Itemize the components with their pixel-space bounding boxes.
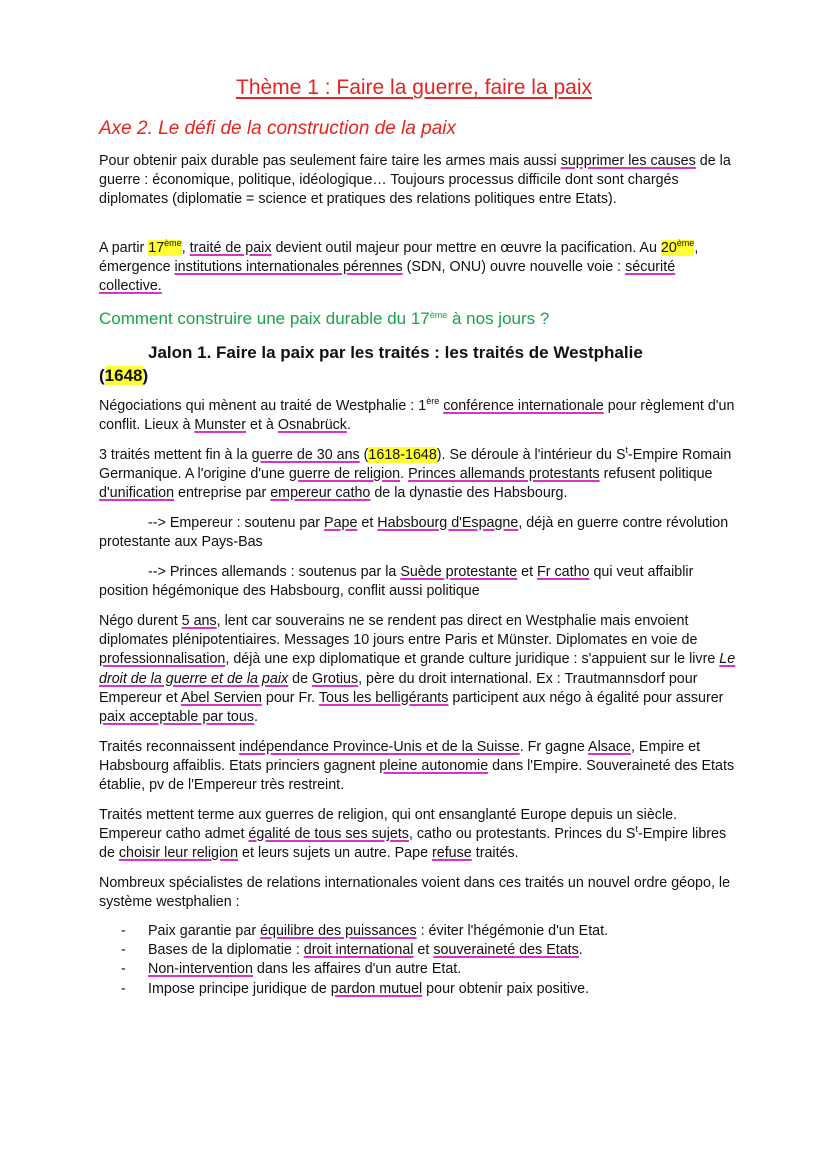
underlined-term: 5 ans — [181, 613, 217, 629]
underlined-term: Non-intervention — [148, 961, 253, 978]
underlined-term: d'unification — [99, 485, 175, 502]
paragraph-context: A partir 17ème, traité de paix devient outil majeur pour mettre en œuvre la pacification. Au 20ème, émergence institutions internationales pérennes (SDN, ONU) ouvre nouvelle voie : sécurité collective. — [99, 238, 699, 295]
paragraph-trois-traites: 3 traités mettent fin à la guerre de 30 ans (1618-1648). Se déroule à l'intérieur du $S^t$-Empire Romain Germanique. A l'origine d'une guerre de religion. Princes allemands protestants refusent politique d'unification entreprise par empereur catho de la dynastie des Habsbourg. — [99, 445, 732, 502]
underlined-term: droit international — [303, 942, 414, 959]
highlighted-year: 1648 — [104, 366, 143, 385]
list-item: - Paix garantie par équilibre des puissances : éviter l'hégémonie d'un Etat. — [121, 923, 609, 939]
paragraph-intro: Pour obtenir paix durable pas seulement faire taire les armes mais aussi supprimer les causes de la guerre : économique, politique, idéologique… Toujours processus difficile dont sont chargés diplomates (diplomatie = science et pratiques des relations politiques entre Etats). — [99, 153, 731, 208]
page-title: Thème 1 : Faire la guerre, faire la paix — [236, 76, 592, 99]
highlighted-term: 1618-1648 — [368, 447, 437, 463]
bullet-list — [99, 922, 739, 999]
underlined-term: paix acceptable par tous — [99, 709, 254, 726]
underlined-term: Habsbourg d'Espagne — [377, 515, 519, 531]
underlined-term: Abel Servien — [180, 689, 262, 706]
underlined-term: guerre de 30 ans — [251, 447, 360, 463]
underlined-term: professionnalisation — [99, 651, 226, 668]
underlined-term: Osnabrück — [277, 417, 347, 434]
underlined-term: pardon mutuel — [330, 980, 423, 997]
underlined-term: équilibre des puissances — [260, 923, 417, 939]
underlined-term: institutions internationales pérennes — [174, 259, 403, 276]
paragraph-nego: Négo durent 5 ans, lent car souverains ne se rendent pas direct en Westphalie mais envoient diplomates plénipotentiaires. Messages 10 jours entre Paris et Münster. Diplomates en voie de professionnalisation, déjà une exp diplomatique et grande culture juridique : s'appuient sur le livre Le droit de la guerre et de la paix de Grotius, père du droit international. Ex : Trautmannsdorf pour Empereur et Abel Servien pour Fr. Tous les belligérants participent aux négo à égalité pour assurer paix acceptable par tous. — [99, 613, 736, 726]
list-item: - Impose principe juridique de pardon mutuel pour obtenir paix positive. — [121, 980, 590, 997]
paragraph-negociations: Négociations qui mènent au traité de Westphalie : 1ère conférence internationale pour règlement d'un conflit. Lieux à Munster et à Osnabrück. — [99, 396, 735, 434]
underlined-term: Pape — [324, 515, 358, 531]
paragraph-systeme: Nombreux spécialistes de relations internationales voient dans ces traités un nouvel ordre géopo, le système westphalien : — [99, 875, 731, 911]
underlined-term: Suède protestante — [400, 564, 518, 580]
list-item: - Non-intervention dans les affaires d'un autre Etat. — [121, 961, 462, 978]
underlined-term: Munster — [194, 417, 247, 434]
underlined-term: empereur catho — [270, 485, 371, 502]
underlined-term: pleine autonomie — [379, 758, 489, 775]
paragraph-princes: --> Princes allemands : soutenus par la Suède protestante et Fr catho qui veut affaiblir position hégémonique des Habsbourg, conflit aussi politique — [99, 564, 694, 600]
underlined-term: indépendance Province-Unis et de la Suisse — [239, 739, 520, 755]
book-title: Le droit de la guerre et de la paix — [99, 651, 736, 687]
highlighted-term: 20ème — [660, 238, 695, 256]
underlined-term: traité de paix — [189, 240, 272, 256]
paragraph-empereur: --> Empereur : soutenu par Pape et Habsbourg d'Espagne, déjà en guerre contre révolution protestante aux Pays-Bas — [99, 515, 729, 551]
underlined-term: guerre de religion — [288, 466, 401, 483]
list-item: - Bases de la diplomatie : droit international et souveraineté des Etats. — [121, 942, 583, 959]
underlined-term: supprimer les causes — [560, 153, 696, 169]
underlined-term: Princes allemands protestants — [408, 466, 600, 483]
underlined-term: souveraineté des Etats — [433, 942, 579, 959]
axe-heading: Axe 2. Le défi de la construction de la paix — [99, 118, 457, 139]
underlined-term: Tous les belligérants — [318, 689, 449, 706]
underlined-term: choisir leur religion — [118, 845, 239, 862]
question-heading: Comment construire une paix durable du 17ème à nos jours ? — [99, 309, 550, 328]
underlined-term: Alsace — [588, 739, 631, 755]
underlined-term: sécurité collective. — [99, 259, 676, 295]
underlined-term: Fr catho — [537, 564, 590, 580]
underlined-term: égalité de tous ses sujets — [248, 826, 409, 843]
underlined-term: refuse — [432, 845, 472, 862]
paragraph-reconnaissent: Traités reconnaissent indépendance Province-Unis et de la Suisse. Fr gagne Alsace, Empire et Habsbourg affaiblis. Etats princiers gagnent pleine autonomie dans l'Empire. Souveraineté des Etats établie, pv de l'Empereur très restreint. — [99, 739, 735, 794]
highlighted-term: 17ème — [148, 238, 182, 256]
jalon-heading: Jalon 1. Faire la paix par les traités : les traités de Westphalie (1648) — [99, 343, 643, 385]
underlined-term: conférence internationale — [443, 398, 604, 414]
paragraph-religion: Traités mettent terme aux guerres de religion, qui ont ensanglanté Europe depuis un siècle. Empereur catho admet égalité de tous ses sujets, catho ou protestants. Princes du $S^t$-Empire libres de choisir leur religion et leurs sujets un autre. Pape refuse traités. — [99, 807, 727, 862]
underlined-term: Grotius — [312, 670, 359, 687]
